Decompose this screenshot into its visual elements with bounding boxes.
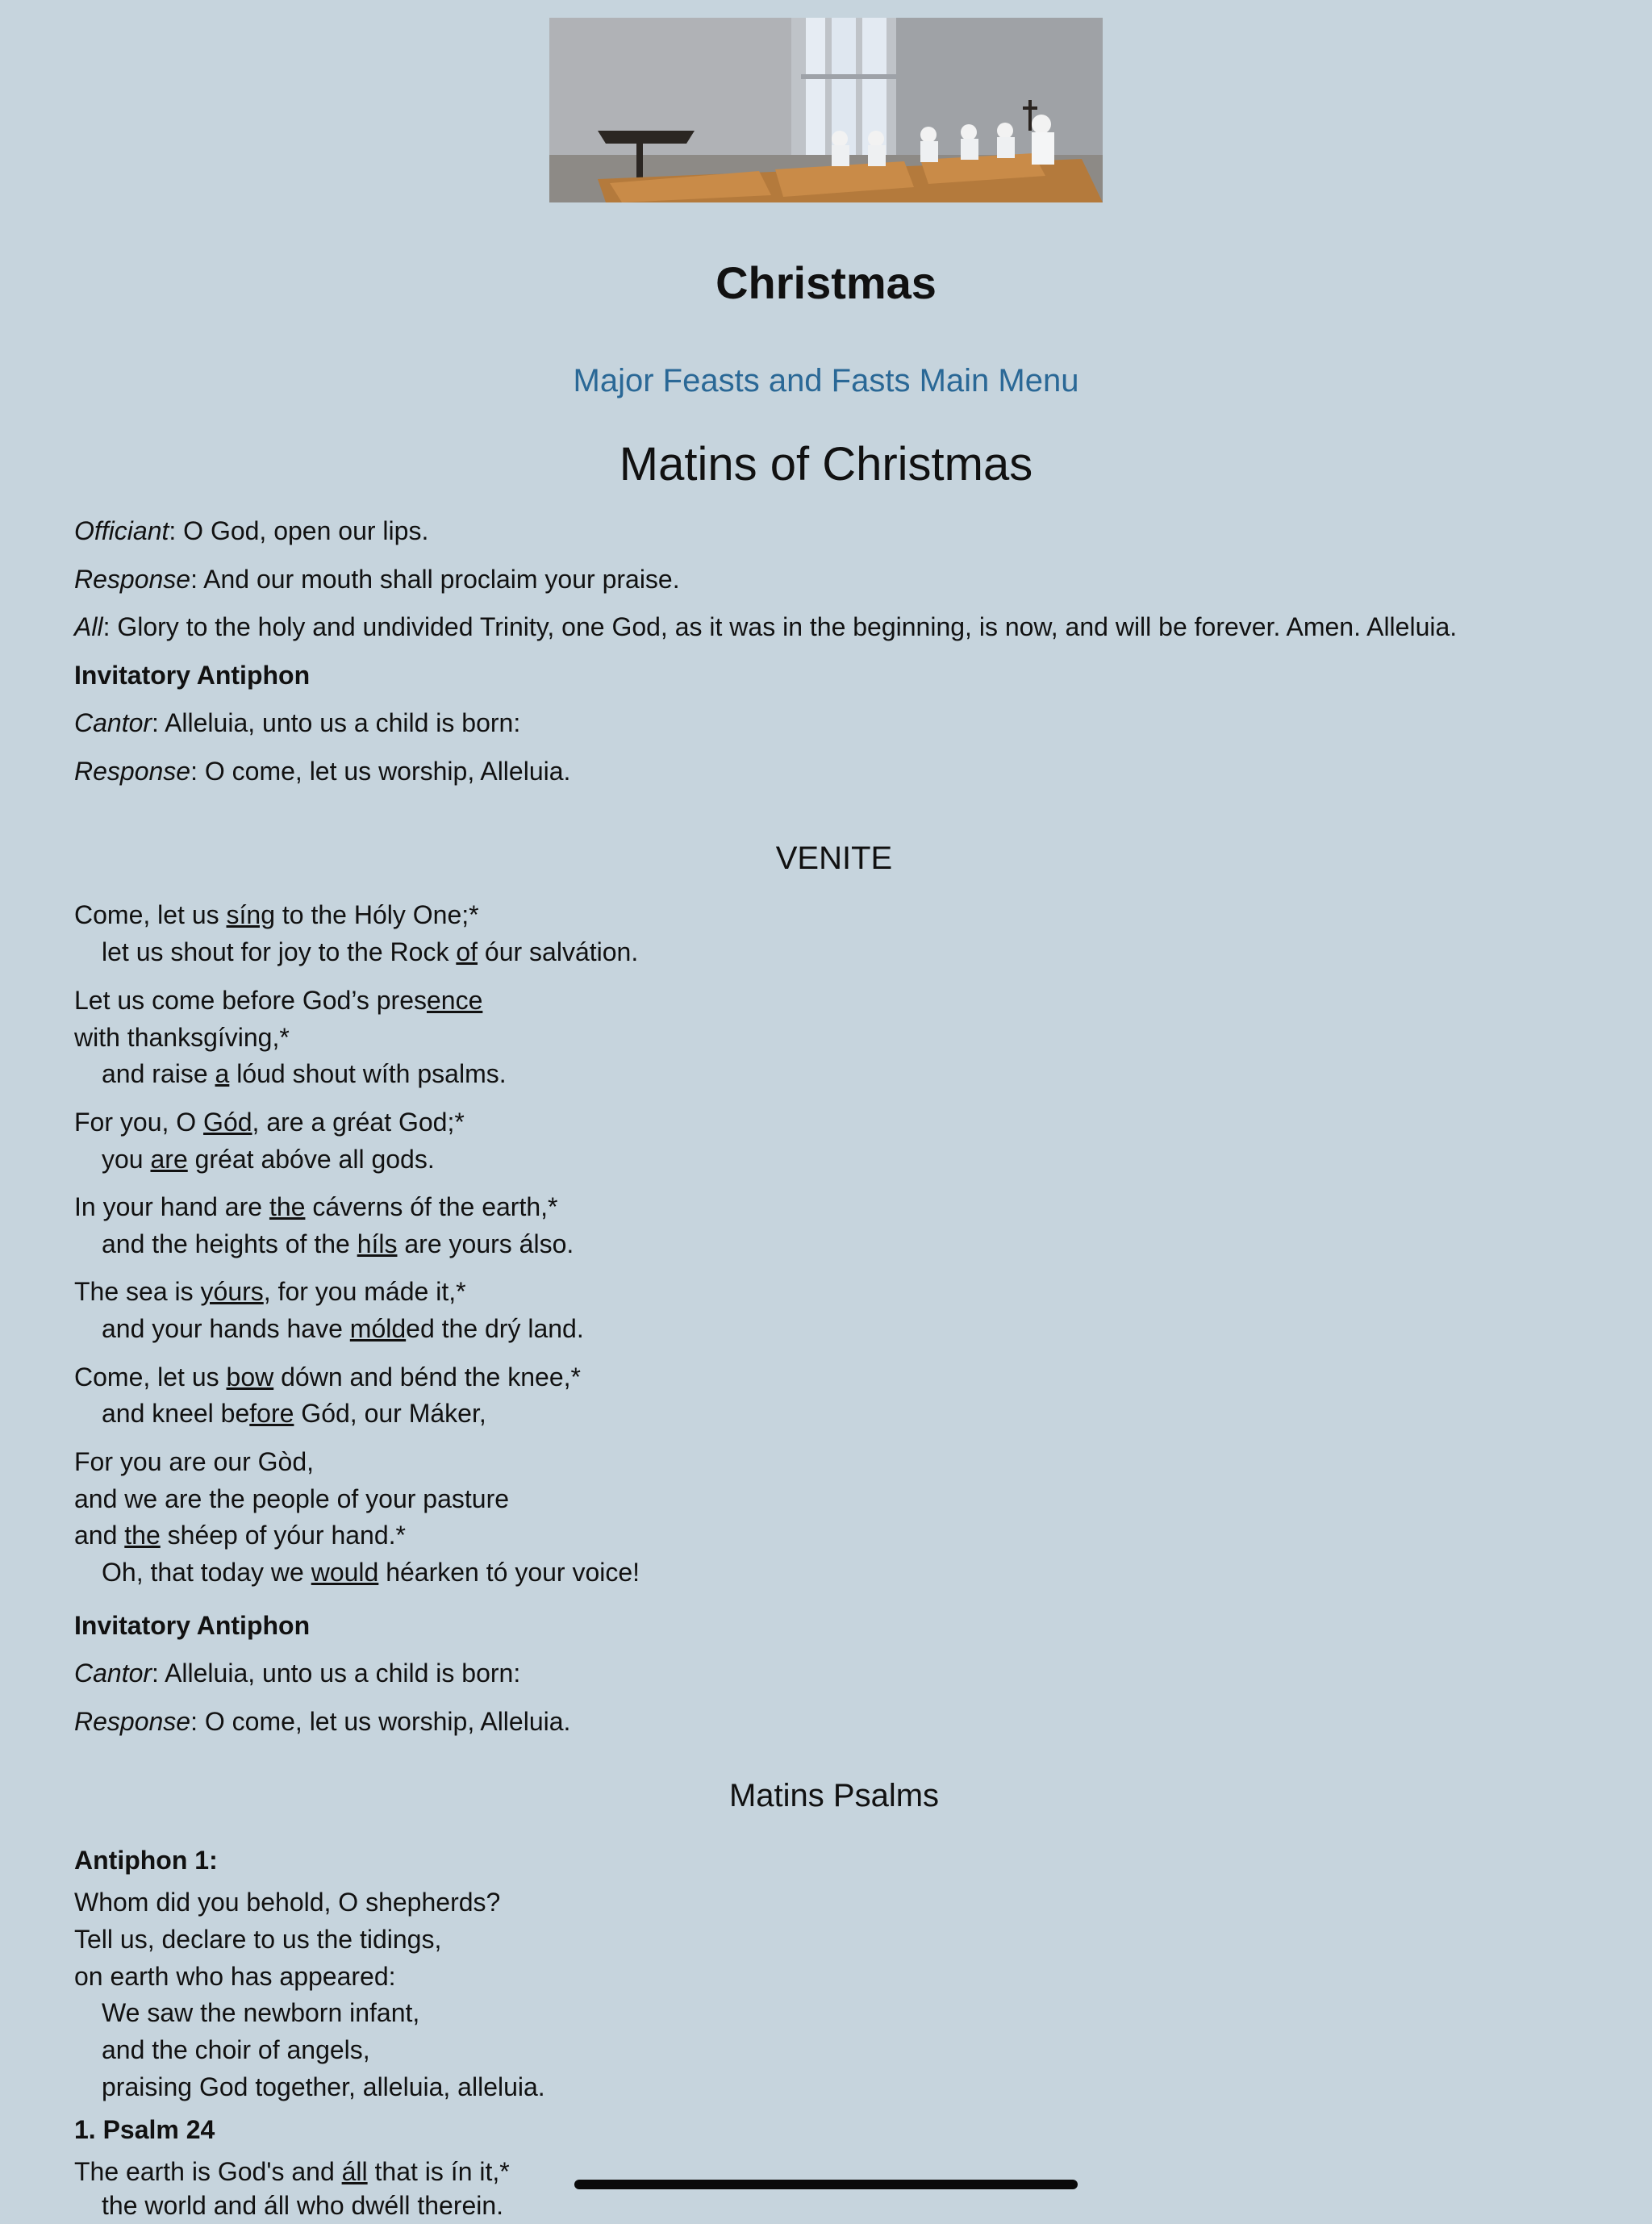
all-role: All [74,612,103,641]
page-title: Christmas [715,257,937,308]
antiphon-heading: Antiphon 1: [74,1846,218,1875]
venite-verse-line: In your hand are the cáverns óf the earth,* [74,1192,558,1221]
antiphon-line: on earth who has appeared: [74,1962,396,1991]
venite-verse-line: Let us come before God’s presence [74,986,483,1015]
cantor-line: Cantor: Alleluia, unto us a child is born: [74,1659,521,1688]
matins-heading: Matins of Christmas [619,438,1033,490]
cantor-line: Cantor: Alleluia, unto us a child is born: [74,708,521,737]
venite-verse-line: For you are our Gòd, [74,1447,315,1476]
matins-psalms-heading: Matins Psalms [728,1778,940,1813]
venite-verse-line: you are gréat abóve all gods. [102,1145,435,1174]
officiant-line: Officiant: O God, open our lips. [74,516,429,545]
venite-verse-line: and we are the people of your pasture [74,1484,510,1513]
all-line: All: Glory to the holy and undivided Trinity, one God, as it was in the beginning, is now, and will be forever. Amen. Alleluia. [74,612,1458,641]
venite-verse-line: with thanksgíving,* [74,1023,290,1052]
venite-verse-line: The sea is yóurs, for you máde it,* [74,1277,466,1306]
response-line: Response: And our mouth shall proclaim your praise. [74,565,680,594]
venite-verse-line: and the heights of the híls are yours álso. [102,1229,574,1258]
antiphon-line: and the choir of angels, [102,2035,370,2064]
venite-verse-line: and your hands have mólded the drý land. [102,1314,584,1343]
psalm-verse-line-partial: the world and áll who dwéll therein. [102,2191,504,2220]
psalm-heading: 1. Psalm 24 [74,2115,215,2144]
home-indicator-bar[interactable] [574,2180,1078,2189]
antiphon-line: Whom did you behold, O shepherds? [74,1888,501,1917]
venite-verse-line: and the shéep of yóur hand.* [74,1521,406,1550]
venite-verse-line: and raise a lóud shout wíth psalms. [102,1059,507,1088]
major-feasts-menu-link[interactable]: Major Feasts and Fasts Main Menu [573,363,1079,398]
antiphon-line: praising God together, alleluia, alleluia. [102,2072,545,2101]
psalm-verse-line: The earth is God's and áll that is ín it,* [74,2157,510,2186]
venite-verse-line: Oh, that today we would héarken tó your voice! [102,1558,640,1587]
venite-heading: VENITE [775,841,893,876]
response-line: Response: O come, let us worship, Alleluia. [74,1707,571,1736]
venite-verse-line: let us shout for joy to the Rock of óur salvátion. [102,937,639,966]
venite-verse-line: Come, let us síng to the Hóly One;* [74,900,479,929]
response-line: Response: O come, let us worship, Alleluia. [74,757,571,786]
venite-verse-line: For you, O Gód, are a gréat God;* [74,1108,465,1137]
venite-verse-line: and kneel before Gód, our Máker, [102,1399,486,1428]
antiphon-line: We saw the newborn infant, [102,1998,420,2027]
invitatory-heading: Invitatory Antiphon [74,661,311,690]
invitatory-heading: Invitatory Antiphon [74,1611,311,1640]
officiant-role: Officiant [74,516,169,545]
header-banner-image [549,18,1103,202]
venite-verse-line: Come, let us bow dówn and bénd the knee,* [74,1362,581,1392]
response-role: Response [74,565,191,594]
antiphon-line: Tell us, declare to us the tidings, [74,1925,442,1954]
